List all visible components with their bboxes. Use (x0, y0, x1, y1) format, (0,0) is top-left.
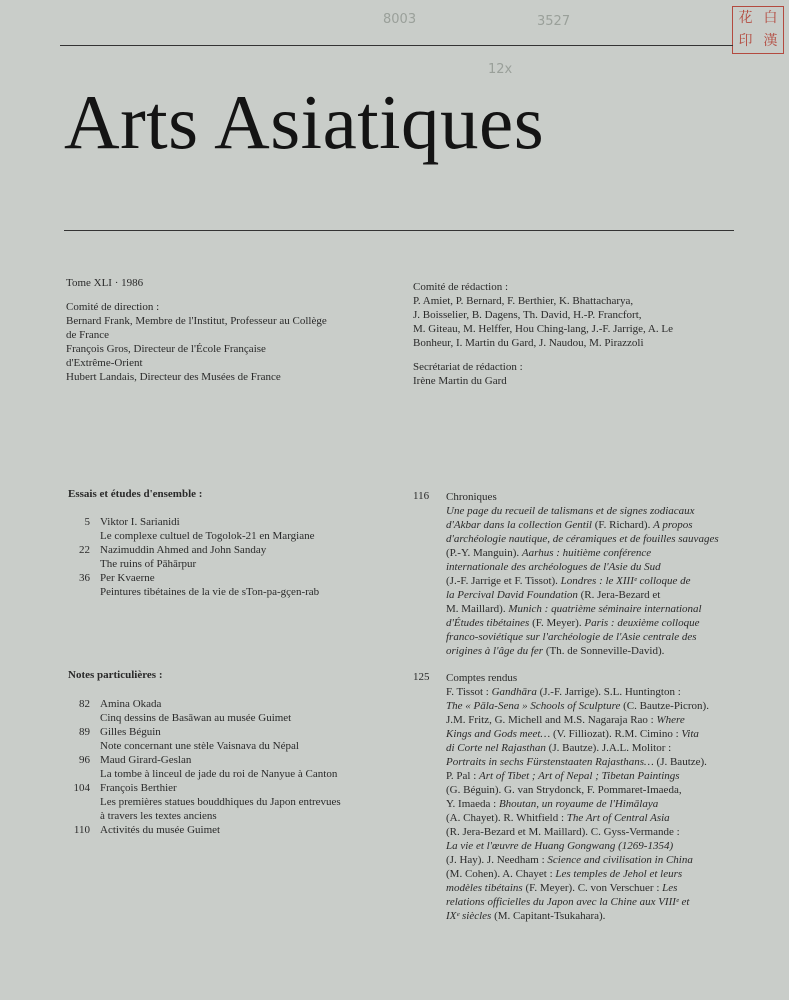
text-line: franco-soviétique sur l'archéologie de l'Asie centrale des (446, 631, 697, 643)
text-line: d'archéologie nautique, de céramiques et de fouilles sauvages (446, 533, 719, 545)
comptes-heading: Comptes rendus (446, 672, 518, 684)
page-number: 125 (413, 671, 430, 683)
text-line: F. Tissot : Gandhāra (J.-F. Jarrige). S.L. Huntington : (446, 686, 681, 698)
chroniques-section (446, 490, 733, 658)
notes-heading: Notes particulières : (68, 669, 163, 681)
text-line: Kings and Gods meet… (V. Filliozat). R.M. Cimino : Vita (446, 728, 699, 740)
text-line: Y. Imaeda : Bhoutan, un royaume de l'Himālaya (446, 798, 659, 810)
page-number: 96 (79, 754, 90, 766)
entry-title: The ruins of Pāhārpur (100, 558, 197, 570)
entry-author: Per Kvaerne (100, 572, 155, 584)
page-number: 110 (73, 824, 90, 836)
text-line: origines à l'âge du fer (Th. de Sonneville-David). (446, 645, 665, 657)
redaction-heading: Comité de rédaction : (413, 281, 508, 293)
comptes-body (446, 685, 733, 923)
text-line: (R. Jera-Bezard et M. Maillard). C. Gyss-Vermande : (446, 826, 680, 838)
text-line: (P.-Y. Manguin). Aarhus : huitième conférence (446, 547, 652, 559)
page-number: 36 (79, 572, 90, 584)
library-seal-stamp: 花 白 印 漢 (732, 6, 784, 54)
title-rule (64, 230, 734, 231)
page-number: 22 (79, 544, 90, 556)
direction-heading: Comité de direction : (66, 301, 160, 313)
text-line: IXᵉ siècles (M. Capitant-Tsukahara). (446, 910, 606, 922)
text-line: La vie et l'œuvre de Huang Gongwang (1269-1354) (446, 840, 674, 852)
comptes-rendus-section (446, 671, 733, 923)
text-line: (A. Chayet). R. Whitfield : The Art of Central Asia (446, 812, 670, 824)
text-line: J.M. Fritz, G. Michell and M.S. Nagaraja Rao : Where (446, 714, 685, 726)
volume-info: Tome XLI · 1986 (66, 277, 144, 289)
pencil-mark: 12x (488, 62, 513, 77)
page-number: 116 (413, 490, 430, 502)
text-line: (G. Béguin). G. van Strydonck, F. Pommaret-Imaeda, (446, 784, 682, 796)
entry-author: Nazimuddin Ahmed and John Sanday (100, 544, 267, 556)
text-line: modèles tibétains (F. Meyer). C. von Verschuer : Les (446, 882, 678, 894)
journal-title: Arts Asiatiques (64, 79, 545, 165)
pencil-mark: 8003 (383, 12, 417, 27)
text-line: di Corte nel Rajasthan (J. Bautze). J.A.L. Molitor : (446, 742, 672, 754)
text-line: relations officielles du Japon avec la Chine aux VIIIᵉ et (446, 896, 690, 908)
page-number: 104 (73, 782, 90, 794)
top-rule (60, 45, 733, 46)
text-line: d'Akbar dans la collection Gentil (F. Richard). A propos (446, 519, 693, 531)
secretariat-name: Irène Martin du Gard (413, 375, 507, 387)
page-number: 89 (79, 726, 90, 738)
page-number: 5 (84, 516, 90, 528)
essais-heading: Essais et études d'ensemble : (68, 488, 203, 500)
text-line: la Percival David Foundation (R. Jera-Bezard et (446, 589, 661, 601)
editorial-committee: Comité de rédaction : P. Amiet, P. Bernard, F. Berthier, K. Bhattacharya, J. Boisselier, B. Dagens, Th. David, H.-P. Francfort, M. Giteau, M. Helffer, Hou Ching-lang, J.-F. Jarrige, A. Le Bonheur, I. Martin du Gard, J. Naudou, M. Pirazzoli Secrétariat de rédaction : Irène Martin du Gard (413, 281, 673, 387)
text-line: internationale des archéologues de l'Asie du Sud (446, 561, 661, 573)
editorial-direction: Tome XLI · 1986 Comité de direction : Bernard Frank, Membre de l'Institut, Professeur au Collège de France François Gros, Directeur de l'École Française d'Extrême-Orient Hubert Landais, Directeur des Musées de France (66, 277, 327, 383)
text-line: M. Maillard). Munich : quatrième séminaire international (446, 603, 702, 615)
page-number: 82 (79, 698, 90, 710)
entry-title: Peintures tibétaines de la vie de sTon-pa-gçen-rab (100, 586, 320, 598)
entry-author: Viktor I. Sarianidi (100, 516, 180, 528)
text-line: (M. Cohen). A. Chayet : Les temples de Jehol et leurs (446, 868, 683, 880)
text-line: (J. Hay). J. Needham : Science and civilisation in China (446, 854, 693, 866)
text-line: Une page du recueil de talismans et de signes zodiacaux (446, 505, 695, 517)
text-line: P. Pal : Art of Tibet ; Art of Nepal ; Tibetan Paintings (446, 770, 680, 782)
entry-title: Le complexe cultuel de Togolok-21 en Margiane (100, 530, 315, 542)
secretariat-heading: Secrétariat de rédaction : (413, 361, 523, 373)
text-line: The « Pāla-Sena » Schools of Sculpture (C. Bautze-Picron). (446, 700, 709, 712)
text-line: d'Études tibétaines (F. Meyer). Paris : deuxième colloque (446, 617, 700, 629)
chroniques-heading: Chroniques (446, 491, 497, 503)
text-line: Portraits in sechs Fürstenstaaten Rajasthans… (J. Bautze). (446, 756, 707, 768)
text-line: (J.-F. Jarrige et F. Tissot). Londres : le XIIIᵉ colloque de (446, 575, 691, 587)
pencil-mark: 3527 (537, 14, 571, 29)
chroniques-body (446, 504, 733, 658)
